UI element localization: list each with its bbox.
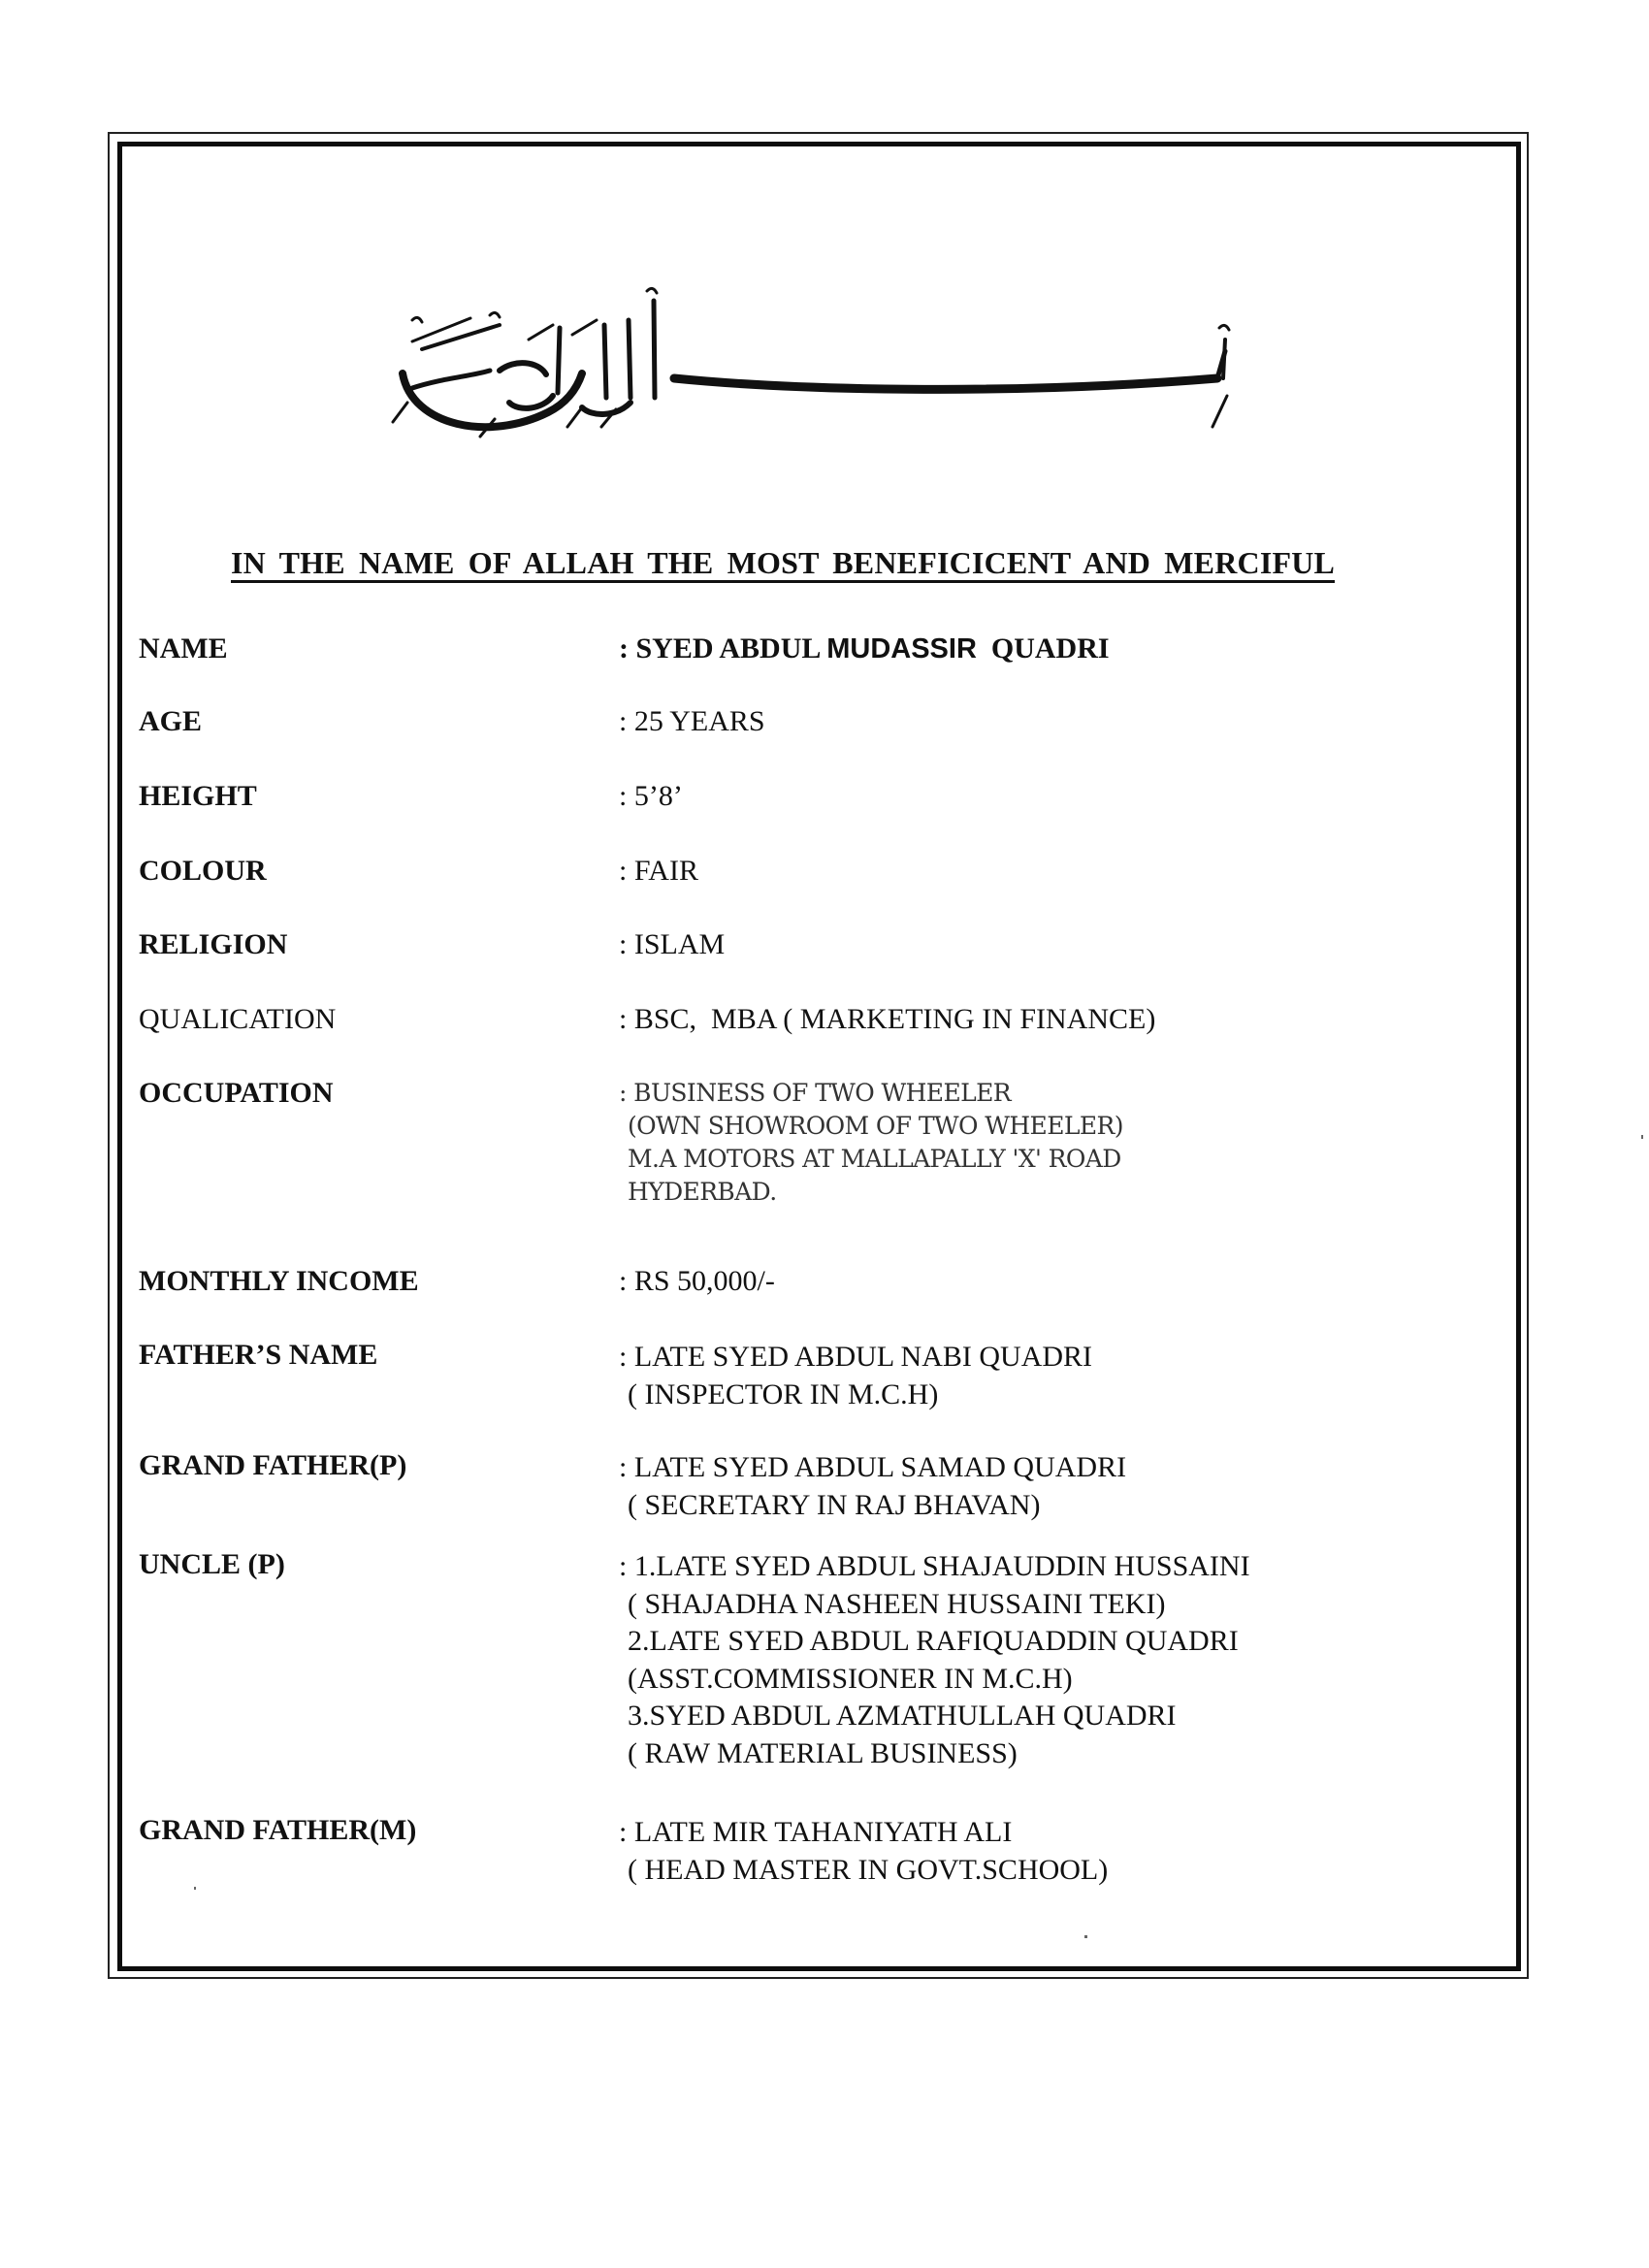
- value-line: ( SHAJADHA NASHEEN HUSSAINI TEKI): [628, 1587, 1166, 1620]
- field-value: : ISLAM: [619, 928, 726, 960]
- field-value: : 5’8’: [619, 780, 683, 812]
- calligraphy-drawing: [383, 281, 1256, 446]
- field-label: GRAND FATHER(P): [139, 1449, 407, 1481]
- scan-speck: [1084, 1935, 1087, 1938]
- field-label: AGE: [139, 705, 203, 737]
- value-line: HYDERBAD.: [628, 1178, 777, 1206]
- value-line: ( HEAD MASTER IN GOVT.SCHOOL): [628, 1853, 1109, 1886]
- field-label: OCCUPATION: [139, 1077, 334, 1109]
- title-text: IN THE NAME OF ALLAH THE MOST BENEFICICENT AND MERCIFUL: [231, 545, 1335, 583]
- scan-speck: [1641, 1135, 1643, 1139]
- value-line: M.A MOTORS AT MALLAPALLY 'X' ROAD: [628, 1145, 1121, 1173]
- field-label: UNCLE (P): [139, 1548, 285, 1580]
- value-line: : BUSINESS OF TWO WHEELER: [619, 1079, 1011, 1107]
- field-label: HEIGHT: [139, 780, 257, 812]
- field-label: FATHER’S NAME: [139, 1339, 378, 1371]
- field-label: QUALICATION: [139, 1003, 337, 1035]
- scan-speck: [194, 1887, 196, 1890]
- value-line: : LATE SYED ABDUL NABI QUADRI: [619, 1341, 1093, 1373]
- value-line: : LATE SYED ABDUL SAMAD QUADRI: [619, 1451, 1127, 1483]
- field-value: : 25 YEARS: [619, 705, 765, 737]
- field-label: MONTHLY INCOME: [139, 1265, 419, 1297]
- field-value: [619, 1339, 1092, 1413]
- bismillah-calligraphy: [383, 281, 1256, 446]
- name-part-1: : SYED ABDUL: [619, 632, 827, 664]
- value-line: (OWN SHOWROOM OF TWO WHEELER): [628, 1112, 1123, 1140]
- field-label: RELIGION: [139, 928, 288, 960]
- field-value: [619, 1077, 1123, 1209]
- value-line: ( RAW MATERIAL BUSINESS): [628, 1736, 1018, 1769]
- value-line: 2.LATE SYED ABDUL RAFIQUADDIN QUADRI: [628, 1625, 1239, 1657]
- name-part-2: MUDASSIR: [826, 633, 977, 664]
- field-value: [619, 632, 1110, 665]
- value-line: 3.SYED ABDUL AZMATHULLAH QUADRI: [628, 1700, 1177, 1732]
- value-line: (ASST.COMMISSIONER IN M.C.H): [628, 1662, 1073, 1695]
- field-value: : FAIR: [619, 855, 698, 887]
- value-line: : 1.LATE SYED ABDUL SHAJAUDDIN HUSSAINI: [619, 1550, 1250, 1582]
- field-value: [619, 1548, 1250, 1772]
- field-value: : BSC, MBA ( MARKETING IN FINANCE): [619, 1003, 1156, 1035]
- field-value: [619, 1814, 1108, 1889]
- document-title: [231, 545, 1414, 581]
- field-label: GRAND FATHER(M): [139, 1814, 417, 1846]
- field-label: NAME: [139, 632, 228, 664]
- value-line: : LATE MIR TAHANIYATH ALI: [619, 1816, 1013, 1848]
- value-line: ( SECRETARY IN RAJ BHAVAN): [628, 1488, 1041, 1521]
- value-line: ( INSPECTOR IN M.C.H): [628, 1377, 939, 1410]
- name-part-3: QUADRI: [976, 632, 1110, 664]
- field-value: : RS 50,000/-: [619, 1265, 775, 1297]
- field-label: COLOUR: [139, 855, 267, 887]
- field-value: [619, 1449, 1126, 1524]
